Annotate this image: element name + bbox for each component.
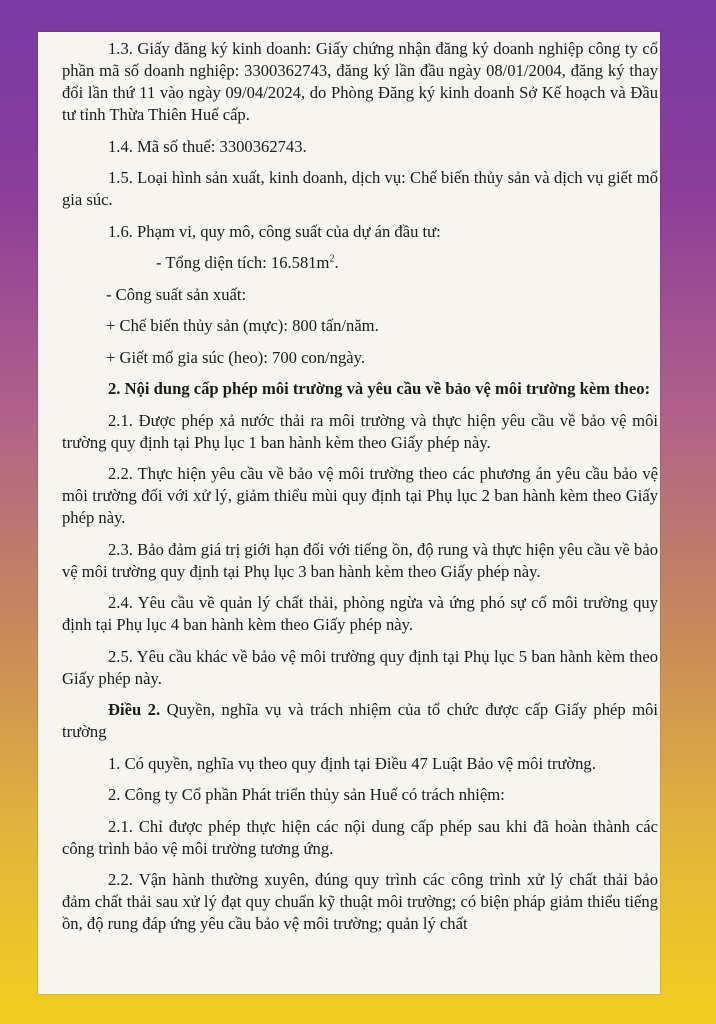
responsibility-2-2: 2.2. Vận hành thường xuyên, đúng quy trình các công trình xử lý chất thải bảo đảm chất thải sau xử lý đạt quy chuẩn kỹ thuật môi trường; có biện pháp giảm thiểu tiếng ồn, độ rung đáp ứng yêu cầu bảo vệ môi trường; quản lý chất [62, 870, 658, 933]
seafood-capacity-line: + Chế biến thủy sản (mực): 800 tấn/năm. [106, 316, 379, 335]
area-unit-superscript: 2 [329, 253, 335, 265]
paragraph-2-5: 2.5. Yêu cầu khác về bảo vệ môi trường quy định tại Phụ lục 5 ban hành kèm theo Giấy phép này. [62, 646, 658, 688]
paragraph-1-6: 1.6. Phạm vi, quy mô, công suất của dự án đầu tư: [108, 221, 441, 241]
document-page [38, 32, 660, 994]
capacity-line: - Công suất sản xuất: [106, 284, 247, 304]
paragraph-2-4: 2.4. Yêu cầu về quản lý chất thải, phòng ngừa và ứng phó sự cố môi trường quy định tại Phụ lục 4 ban hành kèm theo Giấy phép này. [62, 593, 658, 634]
total-area-suffix: . [334, 253, 339, 272]
total-area-line [62, 252, 658, 274]
responsibility-2: 2. Công ty Cổ phần Phát triển thủy sản Huế có trách nhiệm: [108, 785, 505, 804]
paragraph-1-5: 1.5. Loại hình sản xuất, kinh doanh, dịch vụ: Chế biến thủy sản và dịch vụ giết mổ gia súc. [62, 168, 658, 209]
document-body [62, 38, 658, 945]
responsibility-2-1: 2.1. Chỉ được phép thực hiện các nội dung cấp phép sau khi đã hoàn thành các công trình bảo vệ môi trường tương ứng. [62, 816, 658, 858]
paragraph-2-3: 2.3. Bảo đảm giá trị giới hạn đối với tiếng ồn, độ rung và thực hiện yêu cầu về bảo vệ môi trường quy định tại Phụ lục 3 ban hành kèm theo Giấy phép này. [62, 539, 658, 581]
right-1: 1. Có quyền, nghĩa vụ theo quy định tại Điều 47 Luật Bảo vệ môi trường. [108, 753, 596, 773]
article-2-heading [62, 699, 658, 743]
paragraph-1-3: 1.3. Giấy đăng ký kinh doanh: Giấy chứng nhận đăng ký doanh nghiệp công ty cổ phần mã số doanh nghiệp: 3300362743, đăng ký lần đầu ngày 08/01/2004, đăng ký thay đổi lần thứ 11 vào ngày 09/04/2024, do Phòng Đăng ký kinh doanh Sở Kế hoạch và Đầu tư tỉnh Thừa Thiên Huế cấp. [62, 39, 658, 124]
paragraph-1-4: 1.4. Mã số thuế: 3300362743. [108, 136, 307, 156]
article-2-title: Quyền, nghĩa vụ và trách nhiệm của tổ chức được cấp Giấy phép môi trường [62, 700, 659, 741]
section-2-heading: 2. Nội dung cấp phép môi trường và yêu cầu về bảo vệ môi trường kèm theo: [108, 379, 651, 398]
total-area-text: - Tổng diện tích: 16.581m [156, 253, 330, 272]
paragraph-2-1: 2.1. Được phép xả nước thải ra môi trường và thực hiện yêu cầu về bảo vệ môi trường quy định tại Phụ lục 1 ban hành kèm theo Giấy phép này. [62, 410, 658, 452]
article-2-label: Điều 2. [108, 700, 161, 719]
paragraph-2-2: 2.2. Thực hiện yêu cầu về bảo vệ môi trường theo các phương án yêu cầu bảo vệ môi trường đối với xử lý, giảm thiểu mùi quy định tại Phụ lục 2 ban hành kèm theo Giấy phép này. [62, 464, 658, 527]
slaughter-capacity-line: + Giết mổ gia súc (heo): 700 con/ngày. [106, 347, 365, 367]
